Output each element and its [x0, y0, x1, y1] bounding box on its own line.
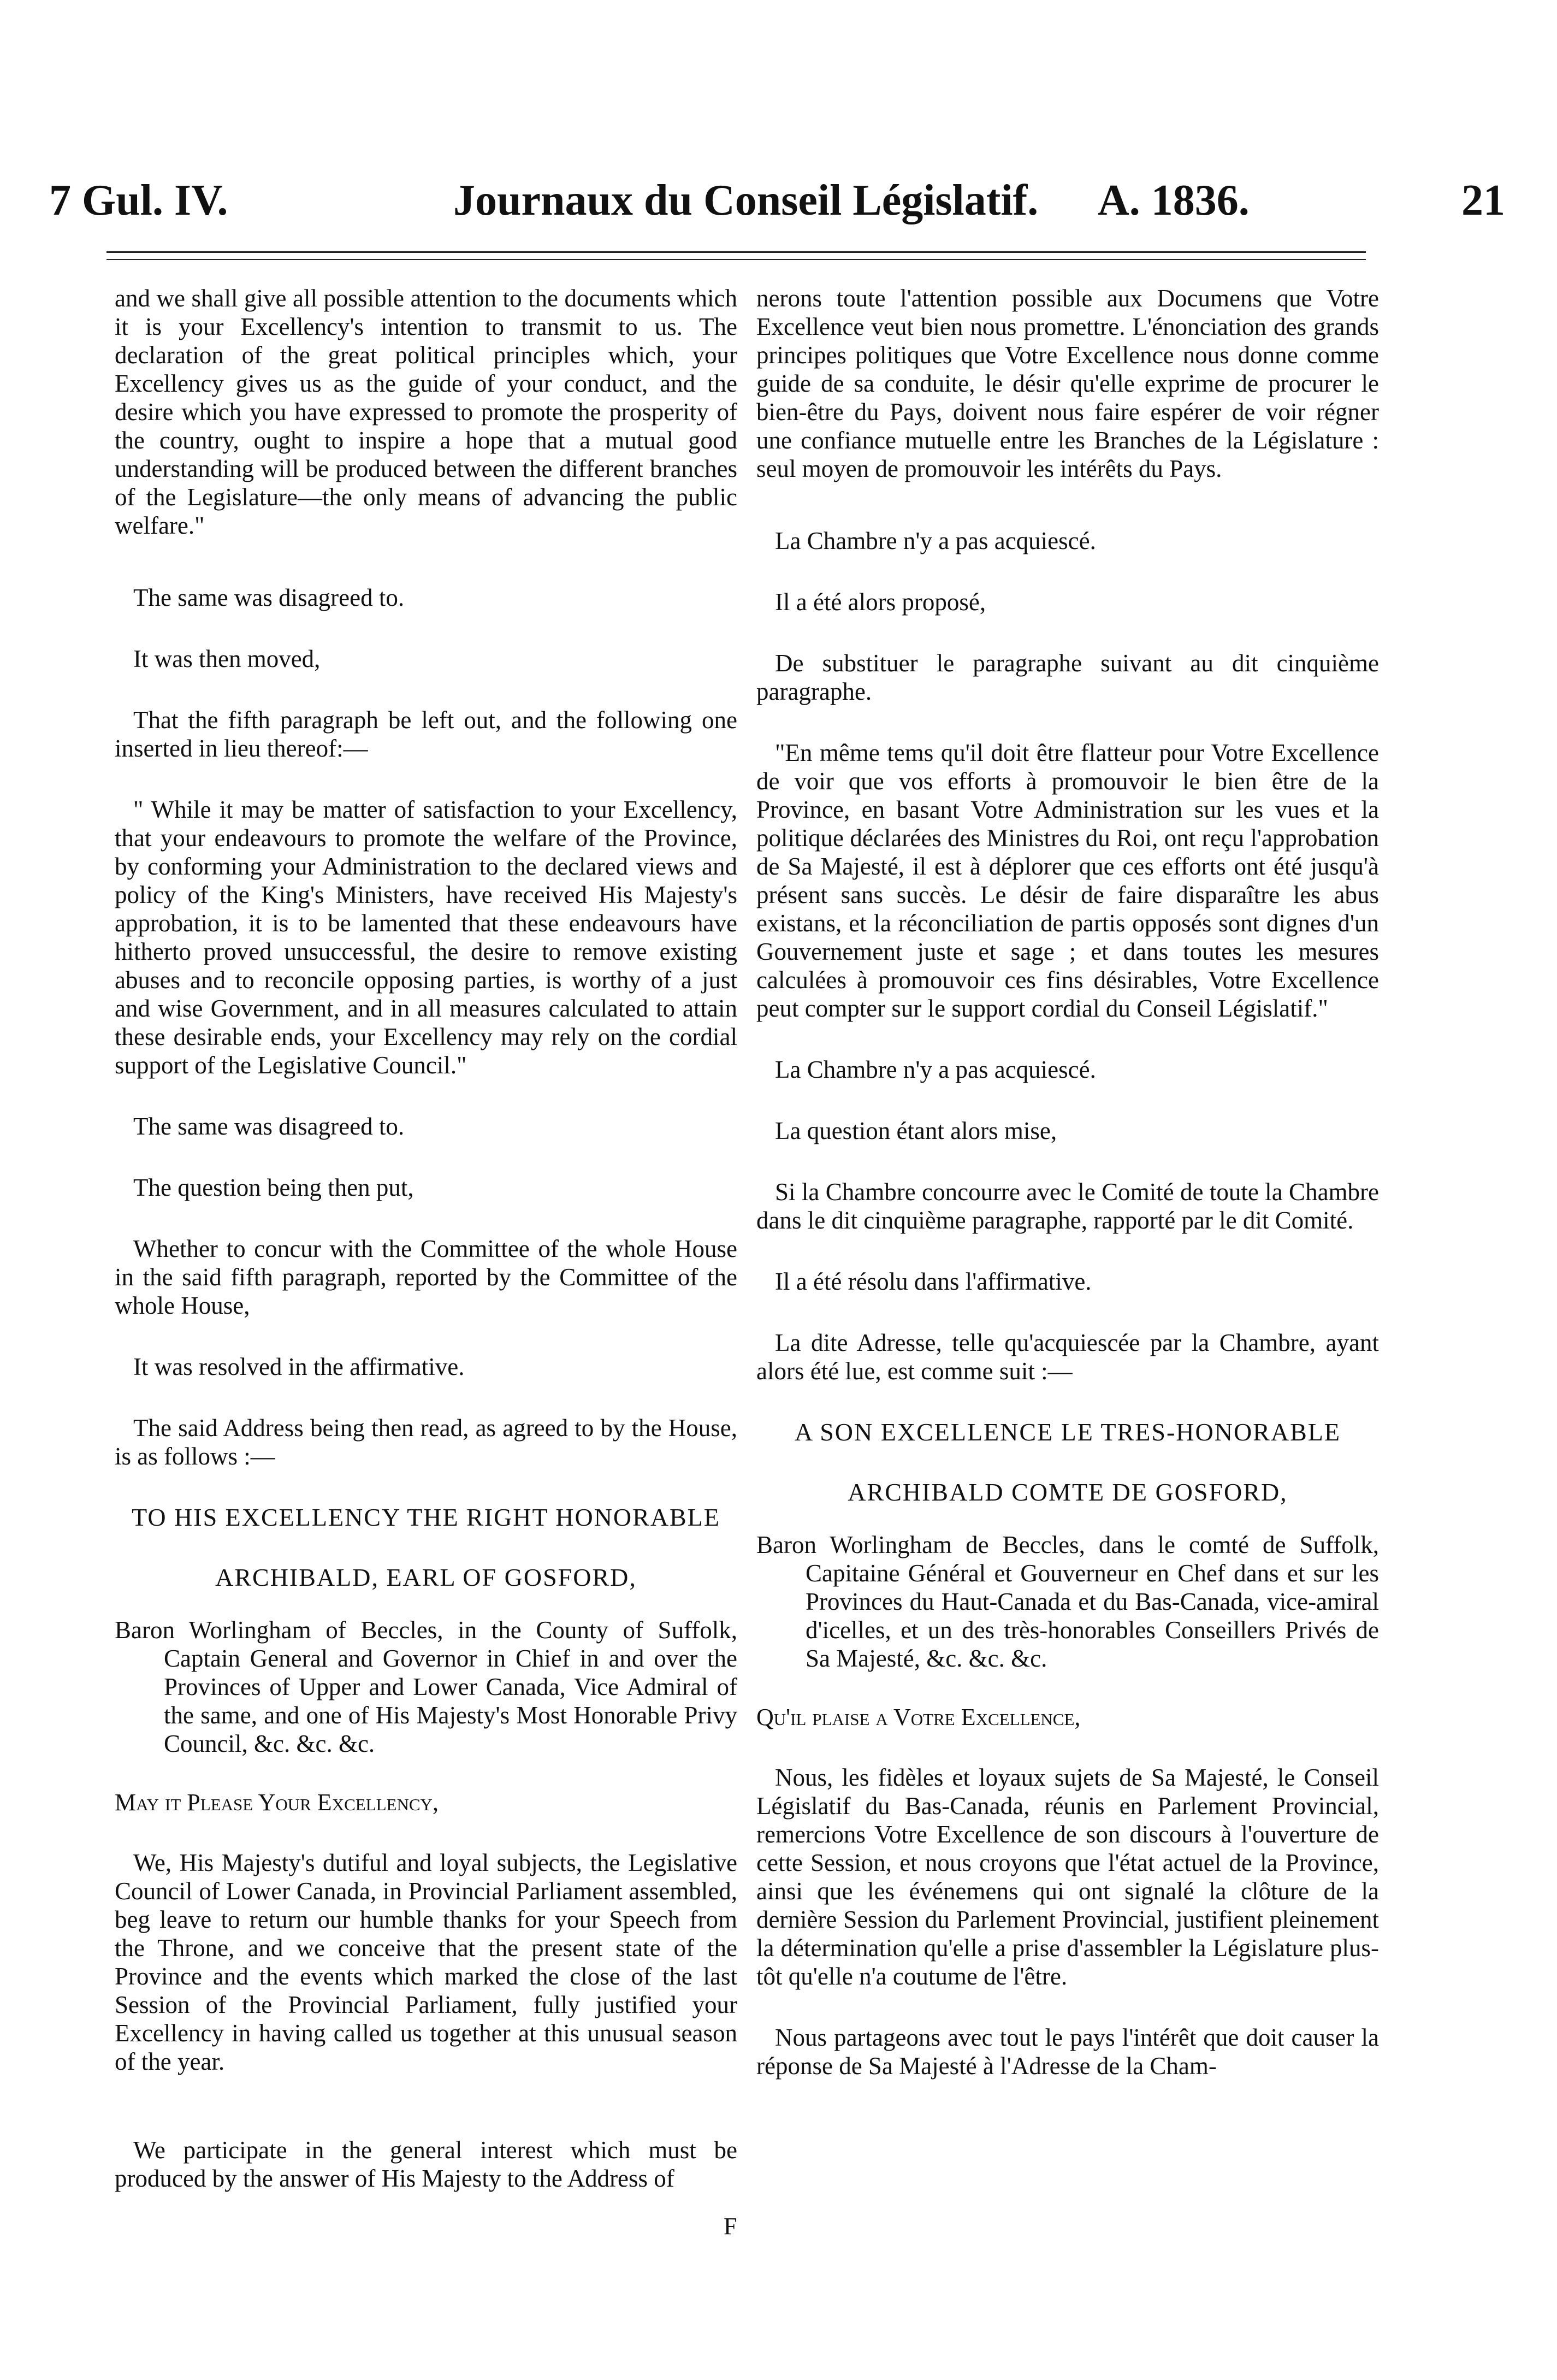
running-header: [49, 176, 1505, 247]
french-paragraph: Il a été alors proposé,: [775, 588, 986, 616]
english-titles: Baron Worlingham of Beccles, in the County of Suffolk, Captain General and Governor in Chief in and over the Provinces of Upper and Lower Canada, Vice Admiral of the same, and one of His Majesty's Most Honorable Privy Council, &c. &c. &c.: [115, 1616, 737, 1757]
publication-year: A. 1836.: [1098, 176, 1250, 225]
english-paragraph: We, His Majesty's dutiful and loyal subjects, the Legislative Council of Lower Canada, in Provincial Parliament assembled, beg leave to return our humble thanks for your Speech from the Throne, and we conceive that the present state of the Province and the events which marked the close of the last Session of the Provincial Parliament, fully justified your Excellency in having called us together at this unusual season of the year.: [115, 1849, 737, 2075]
regnal-year: 7 Gul. IV.: [49, 176, 228, 225]
header-rule-thick: [106, 251, 1366, 253]
french-paragraph: La question étant alors mise,: [775, 1117, 1057, 1144]
french-paragraph: Nous, les fidèles et loyaux sujets de Sa Majesté, le Conseil Législatif du Bas-Canada, réunis en Parlement Provincial, remercions Votre Excellence de son discours à l'ouverture de cette Session, et nous croyons que l'état actuel de la Province, ainsi que les événemens qui ont signalé la clôture de la dernière Session du Parlement Provincial, justifient pleinement la détermination qu'elle a prise d'assembler la Législature plus-tôt qu'elle n'a coutume de l'être.: [756, 1764, 1379, 1990]
english-paragraph: The said Address being then read, as agreed to by the House, is as follows :—: [115, 1414, 737, 1470]
french-paragraph: Si la Chambre concourre avec le Comité de toute la Chambre dans le dit cinquième paragraphe, rapporté par le dit Comité.: [756, 1178, 1379, 1234]
french-paragraph: nerons toute l'attention possible aux Documens que Votre Excellence veut bien nous promettre. L'énonciation des grands principes politiques que Votre Excellence nous donne comme guide de sa conduite, le désir qu'elle exprime de procurer le bien-être du Pays, doivent nous faire espérer de voir régner une confiance mutuelle entre les Branches de la Législature : seul moyen de promouvoir les intérêts du Pays.: [756, 285, 1379, 482]
english-salutation: May it Please Your Excellency,: [115, 1789, 439, 1816]
english-paragraph: That the fifth paragraph be left out, and the following one inserted in lieu thereof:—: [115, 706, 737, 762]
journal-title: Journaux du Conseil Législatif.: [453, 176, 1039, 225]
english-column: [115, 284, 737, 2225]
french-paragraph: Il a été résolu dans l'affirmative.: [775, 1268, 1092, 1295]
english-quoted-amendment: " While it may be matter of satisfaction to your Excellency, that your endeavours to promote the welfare of the Province, by conforming your Administration to the declared views and policy of the King's Ministers, have received His Majesty's approbation, it is to be lamented that these endeavours have hitherto proved unsuccessful, the desire to remove existing abuses and to reconcile opposing parties, is worthy of a just and wise Government, and in all measures calculated to attain these desirable ends, your Excellency may rely on the cordial support of the Legislative Council.": [115, 796, 737, 1079]
french-address-heading: A SON EXCELLENCE LE TRES-HONORABLE: [795, 1418, 1341, 1446]
french-salutation: Qu'il plaise a Votre Excellence,: [756, 1704, 1081, 1731]
french-paragraph: La Chambre n'y a pas acquiescé.: [775, 1056, 1096, 1083]
header-rule-thin: [106, 259, 1366, 260]
french-address-name: ARCHIBALD COMTE DE GOSFORD,: [848, 1478, 1288, 1506]
english-paragraph: We participate in the general interest which must be produced by the answer of His Majesty to the Address of: [115, 2136, 737, 2192]
english-paragraph: The same was disagreed to.: [133, 584, 405, 611]
page-number: 21: [1461, 176, 1505, 225]
french-paragraph: Nous partageons avec tout le pays l'intérêt que doit causer la réponse de Sa Majesté à l'Adresse de la Cham-: [756, 2024, 1379, 2080]
english-paragraph: Whether to concur with the Committee of the whole House in the said fifth paragraph, reported by the Committee of the whole House,: [115, 1235, 737, 1319]
english-address-name: ARCHIBALD, EARL OF GOSFORD,: [215, 1563, 637, 1591]
signature-mark: F: [724, 2213, 737, 2240]
english-paragraph: and we shall give all possible attention to the documents which it is your Excellency's intention to transmit to us. The declaration of the great political principles which, your Excellency gives us as the guide of your conduct, and the desire which you have expressed to promote the prosperity of the country, ought to inspire a hope that a mutual good understanding will be produced between the different branches of the Legislature—the only means of advancing the public welfare.": [115, 285, 737, 539]
french-paragraph: La dite Adresse, telle qu'acquiescée par la Chambre, ayant alors été lue, est comme suit :—: [756, 1329, 1379, 1385]
english-paragraph: The question being then put,: [133, 1174, 414, 1201]
french-column: [756, 284, 1379, 2113]
english-paragraph: It was resolved in the affirmative.: [133, 1353, 465, 1380]
french-titles: Baron Worlingham de Beccles, dans le comté de Suffolk, Capitaine Général et Gouverneur en Chef dans et sur les Provinces du Haut-Canada et du Bas-Canada, vice-amiral d'icelles, et un des très-honorables Conseillers Privés de Sa Majesté, &c. &c. &c.: [756, 1531, 1379, 1672]
french-quoted-amendment: "En même tems qu'il doit être flatteur pour Votre Excellence de voir que vos efforts à promouvoir le bien être de la Province, en basant Votre Administration sur les vues et la politique déclarées des Ministres du Roi, ont reçu l'approbation de Sa Majesté, il est à déplorer que ces efforts ont été jusqu'à présent sans succès. Le désir de faire disparaître les abus existans, et la réconciliation de partis opposés sont dignes d'un Gouvernement juste et sage ; et dans toutes les mesures calculées à promouvoir ces fins désirables, Votre Excellence peut compter sur le support cordial du Conseil Législatif.": [756, 739, 1379, 1022]
english-paragraph: It was then moved,: [133, 645, 321, 672]
french-paragraph: De substituer le paragraphe suivant au dit cinquième paragraphe.: [756, 649, 1379, 705]
english-paragraph: The same was disagreed to.: [133, 1113, 405, 1140]
english-address-heading: TO HIS EXCELLENCY THE RIGHT HONORABLE: [132, 1503, 720, 1531]
french-paragraph: La Chambre n'y a pas acquiescé.: [775, 527, 1096, 554]
